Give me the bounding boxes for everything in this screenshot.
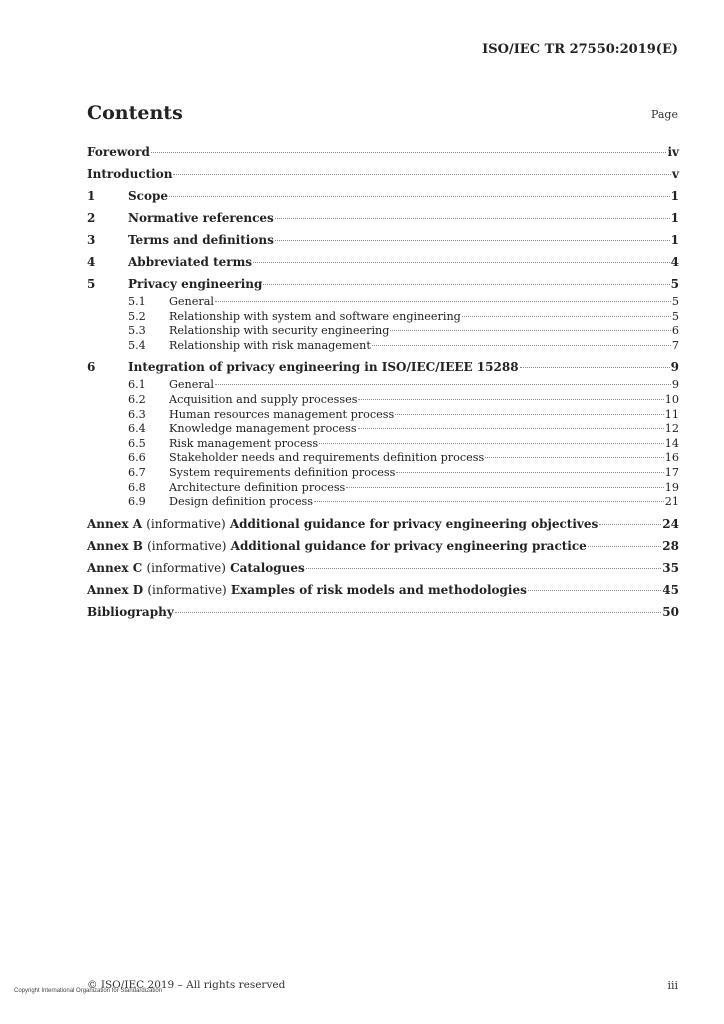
footer-page-number: iii (667, 979, 678, 992)
toc-subentry[interactable] (87, 451, 679, 466)
toc-entry-title (87, 535, 587, 557)
toc-entry-number: 3 (87, 233, 96, 247)
toc-annex-entry[interactable] (87, 535, 679, 557)
toc-entry-number: 4 (87, 255, 96, 269)
toc-entry[interactable] (87, 229, 679, 251)
toc-subentry[interactable] (87, 495, 679, 510)
annex-title: Additional guidance for privacy engineering practice (230, 538, 587, 553)
toc-entry[interactable] (87, 185, 679, 207)
toc-entry-title: Architecture definition process (169, 480, 346, 494)
toc-entry-page: 5 (670, 277, 679, 291)
toc-entry[interactable] (87, 356, 679, 378)
dot-leader (275, 218, 670, 219)
dot-leader (396, 472, 663, 473)
dot-leader (599, 524, 661, 525)
toc-entry-title: Human resources management process (169, 407, 395, 421)
dot-leader (215, 301, 671, 302)
toc-entry-page: 21 (664, 495, 679, 509)
toc-entry-title (87, 557, 305, 579)
annex-title: Catalogues (230, 560, 305, 575)
toc-entry[interactable] (87, 273, 679, 295)
dot-leader (151, 152, 667, 153)
toc-subentry[interactable] (87, 378, 679, 393)
toc-entry-title: Relationship with risk management (169, 338, 371, 352)
toc-entry-number: 2 (87, 211, 96, 225)
toc-entry-page: 24 (662, 516, 679, 531)
toc-entry-page: 5 (671, 295, 679, 308)
toc-entry[interactable] (87, 601, 679, 623)
toc-entry-number: 5.3 (128, 324, 146, 338)
dot-leader (169, 196, 670, 197)
table-of-contents (87, 141, 679, 623)
dot-leader (395, 414, 664, 415)
toc-entry-number: 6 (87, 360, 96, 375)
toc-subentry[interactable] (87, 408, 679, 423)
toc-entry-page: 10 (664, 392, 679, 406)
toc-entry-number: 6.8 (128, 480, 146, 494)
annex-informative-note: (informative) (146, 560, 226, 575)
toc-entry-page: 1 (670, 211, 679, 225)
toc-annex-entry[interactable] (87, 513, 679, 535)
dot-leader (372, 345, 671, 346)
toc-entry-title: Acquisition and supply processes (169, 392, 358, 406)
toc-entry-page: iv (667, 145, 679, 159)
toc-entry-number: 6.7 (128, 465, 146, 479)
toc-entry-page: 28 (662, 538, 679, 553)
toc-subentry[interactable] (87, 295, 679, 310)
toc-entry-title: Terms and definitions (128, 233, 274, 247)
annex-informative-note: (informative) (147, 582, 227, 597)
document-id: ISO/IEC TR 27550:2019(E) (482, 42, 678, 57)
annex-label: Annex B (87, 538, 143, 553)
toc-entry-title: Integration of privacy engineering in ISO/IEC/IEEE 15288 (128, 360, 519, 375)
toc-annex-entry[interactable] (87, 579, 679, 601)
dot-leader (358, 399, 663, 400)
toc-entry-title: Privacy engineering (128, 277, 263, 291)
page-column-label: Page (650, 108, 678, 121)
dot-leader (520, 367, 670, 368)
toc-subentry[interactable] (87, 324, 679, 339)
toc-entry-page: 12 (664, 422, 679, 436)
dot-leader (173, 174, 671, 175)
toc-entry[interactable] (87, 163, 679, 185)
toc-entry-number: 6.4 (128, 422, 146, 436)
dot-leader (263, 284, 669, 285)
toc-entry-title: Foreword (87, 145, 150, 159)
dot-leader (253, 262, 670, 263)
toc-entry-page: 5 (671, 309, 679, 323)
annex-label: Annex A (87, 516, 143, 531)
dot-leader (462, 316, 671, 317)
toc-entry-title (87, 513, 598, 535)
toc-entry-title: Bibliography (87, 604, 174, 619)
toc-entry-page: 16 (664, 451, 679, 465)
toc-entry-number: 6.6 (128, 451, 146, 465)
dot-leader (346, 487, 663, 488)
toc-entry-page: 50 (662, 604, 679, 619)
toc-heading: Contents (87, 102, 183, 124)
toc-entry-title: System requirements definition process (169, 465, 396, 479)
toc-subentry[interactable] (87, 466, 679, 481)
toc-entry-number: 6.9 (128, 495, 146, 509)
toc-entry-page: 1 (670, 233, 679, 247)
dot-leader (588, 546, 662, 547)
footer-copyright: © ISO/IEC 2019 – All rights reserved (87, 979, 286, 991)
toc-subentry[interactable] (87, 339, 679, 354)
toc-entry-number: 6.3 (128, 407, 146, 421)
toc-entry[interactable] (87, 141, 679, 163)
toc-subentry[interactable] (87, 393, 679, 408)
toc-entry-page: 45 (662, 582, 679, 597)
dot-leader (306, 568, 662, 569)
toc-entry-title: Introduction (87, 167, 173, 181)
toc-entry-page: 7 (671, 338, 679, 352)
annex-label: Annex C (87, 560, 143, 575)
toc-entry-page: v (672, 167, 679, 181)
toc-entry-number: 6.2 (128, 392, 146, 406)
toc-entry-title: Design definition process (169, 495, 314, 509)
dot-leader (485, 457, 663, 458)
toc-annex-entry[interactable] (87, 557, 679, 579)
toc-subentry[interactable] (87, 422, 679, 437)
toc-entry-title: Relationship with system and software engineering (169, 309, 461, 323)
annex-label: Annex D (87, 582, 144, 597)
toc-subentry[interactable] (87, 481, 679, 496)
toc-entry-title: Relationship with security engineering (169, 324, 390, 338)
toc-entry-page: 1 (670, 189, 679, 203)
annex-informative-note: (informative) (147, 538, 227, 553)
toc-entry[interactable] (87, 207, 679, 229)
toc-entry-page: 4 (670, 255, 679, 269)
dot-leader (175, 612, 662, 613)
toc-entry-number: 5.2 (128, 309, 146, 323)
toc-entry-number: 6.1 (128, 378, 146, 392)
toc-subentry[interactable] (87, 310, 679, 325)
toc-entry-title: Normative references (128, 211, 274, 225)
dot-leader (358, 428, 664, 429)
toc-entry-title: Stakeholder needs and requirements definition process (169, 451, 485, 465)
toc-entry-page: 9 (670, 360, 679, 375)
toc-entry-page: 9 (671, 378, 679, 392)
dot-leader (215, 384, 671, 385)
toc-entry-title (87, 579, 527, 601)
dot-leader (314, 501, 664, 502)
toc-entry-page: 14 (664, 436, 679, 450)
dot-leader (528, 590, 661, 591)
annex-informative-note: (informative) (146, 516, 226, 531)
copyright-watermark: Copyright International Organization for Standardization (14, 988, 163, 994)
toc-entry-number: 5 (87, 277, 96, 291)
toc-entry-number: 6.5 (128, 436, 146, 450)
toc-entry-page: 19 (664, 480, 679, 494)
toc-entry[interactable] (87, 251, 679, 273)
annex-title: Examples of risk models and methodologies (230, 582, 527, 597)
toc-entry-page: 17 (664, 465, 679, 479)
toc-entry-title: General (169, 378, 214, 392)
toc-entry-title: Scope (128, 189, 169, 203)
annex-title: Additional guidance for privacy engineering objectives (229, 516, 599, 531)
toc-entry-page: 11 (664, 407, 679, 421)
toc-entry-title: General (169, 295, 214, 308)
toc-subentry[interactable] (87, 437, 679, 452)
toc-entry-title: Abbreviated terms (128, 255, 253, 269)
toc-entry-title: Knowledge management process (169, 422, 357, 436)
dot-leader (390, 330, 670, 331)
toc-entry-page: 6 (671, 324, 679, 338)
toc-entry-number: 1 (87, 189, 96, 203)
toc-entry-number: 5.4 (128, 338, 146, 352)
toc-entry-page: 35 (662, 560, 679, 575)
dot-leader (275, 240, 670, 241)
dot-leader (319, 443, 664, 444)
toc-entry-title: Risk management process (169, 436, 319, 450)
toc-entry-number: 5.1 (128, 295, 146, 308)
